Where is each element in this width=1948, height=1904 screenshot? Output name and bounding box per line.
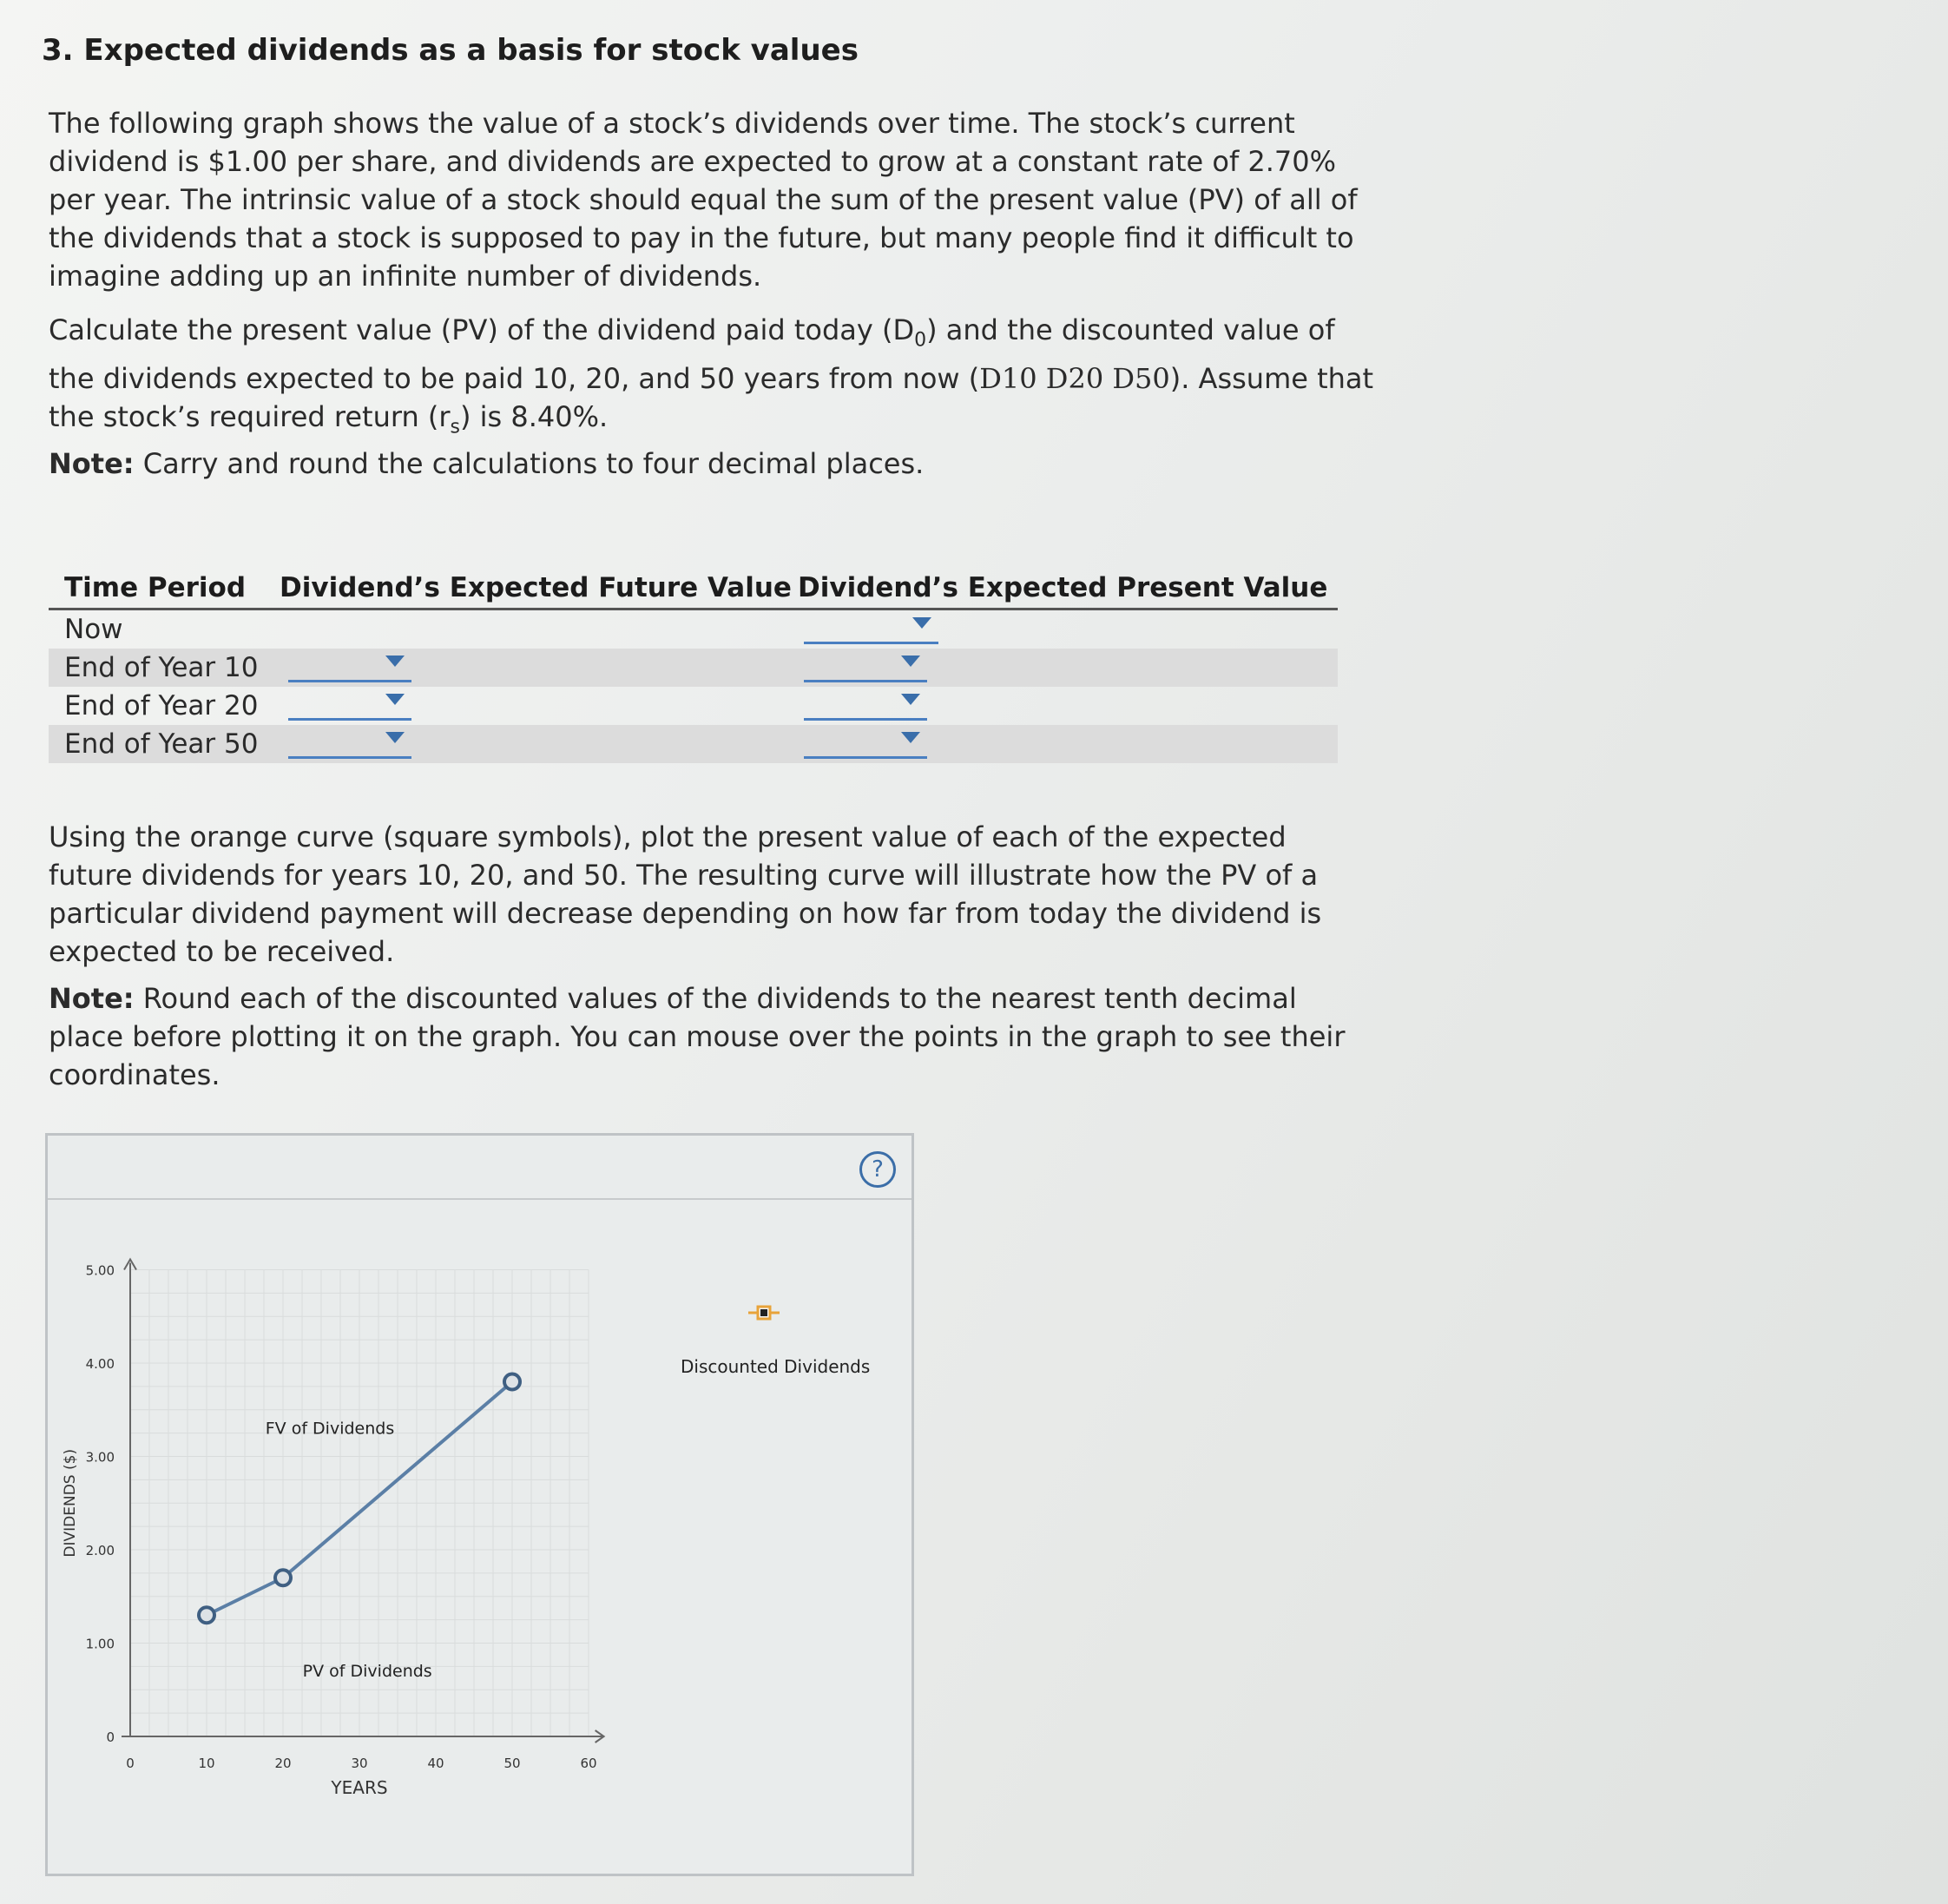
dividend-table [49,569,1338,763]
y-tick-label: 5.00 [85,1262,115,1279]
pv-year10-dropdown[interactable] [804,649,927,682]
row-label-year-10: End of Year 10 [64,652,259,683]
dividend-chart [45,1133,909,1871]
table-header [49,569,1338,610]
legend-label: Discounted Dividends [681,1356,871,1377]
x-tick-label: 60 [580,1756,597,1771]
header-future-value: Dividend’s Expected Future Value [280,572,792,603]
x-tick-label: 10 [198,1756,215,1771]
fv-data-point[interactable] [504,1374,520,1390]
header-time-period: Time Period [64,572,247,603]
note-label: Note: [49,447,135,480]
intro-paragraph: The following graph shows the value of a stock’s dividends over time. The stock’s current dividend is $1.00 per share, and dividends are expected to grow at a constant rate of 2.70% per year. The intrinsic value of a stock should equal the sum of the present value (PV) of all of the dividends that a stock is supposed to pay in the future, but many people find it difficult to imagine adding up an infinite number of dividends. [49,107,1358,293]
table-row [49,649,1338,687]
calc-sub-0: 0 [914,329,927,352]
chevron-down-icon [385,656,405,667]
fv-curve-label: FV of Dividends [265,1419,395,1439]
header-present-value: Dividend’s Expected Present Value [798,572,1328,603]
note-plotting [49,979,1351,1094]
chevron-down-icon [385,694,405,705]
question-title: 3. Expected dividends as a basis for stock values [42,33,859,68]
pv-year20-dropdown[interactable] [804,687,927,721]
table-row [49,610,1338,649]
y-tick-label: 0 [106,1729,115,1745]
x-tick-label: 20 [274,1756,292,1771]
pv-now-dropdown[interactable] [804,610,938,644]
y-tick-label: 4.00 [85,1356,115,1372]
note-rounding [49,445,1385,483]
table-row [49,725,1338,763]
chevron-down-icon [385,732,405,743]
y-tick-label: 2.00 [85,1543,115,1558]
discounted-dividends-tool[interactable] [747,1302,781,1323]
calc-text-d: ) is 8.40%. [460,400,609,434]
chevron-down-icon [901,694,920,705]
chevron-down-icon [901,732,920,743]
y-tick-label: 1.00 [85,1636,115,1652]
row-label-year-20: End of Year 20 [64,690,259,721]
calc-text-c: ). Assume that the stock’s required return (r [49,362,1374,434]
calc-text-a: Calculate the present value (PV) of the dividend paid today (D [49,313,915,346]
fv-year20-dropdown[interactable] [288,687,411,721]
calc-sub-s: s [450,416,460,438]
fv-year10-dropdown[interactable] [288,649,411,682]
y-tick-label: 3.00 [85,1449,115,1466]
table-row [49,687,1338,725]
chevron-down-icon [912,617,931,629]
x-tick-label: 50 [503,1756,521,1771]
x-tick-label: 30 [351,1756,368,1771]
x-tick-label: 0 [126,1756,135,1771]
pv-curve-label: PV of Dividends [302,1661,432,1681]
chevron-down-icon [901,656,920,667]
note-label: Note: [49,982,135,1015]
y-axis-label: DIVIDENDS ($) [62,1448,79,1558]
note-text: Carry and round the calculations to four decimal places. [134,447,925,480]
fv-data-point[interactable] [275,1570,291,1585]
help-icon[interactable]: ? [859,1151,896,1188]
calc-text-b: ) and the discounted value of the dividends expected to be paid 10, 20, and 50 years from now ( [49,313,1335,396]
plot-instructions: Using the orange curve (square symbols), plot the present value of each of the expected future dividends for years 10, 20, and 50. The resulting curve will illustrate how the PV of a particular dividend payment will decrease depending on how far from today the dividend is expected to be received. [49,820,1322,968]
x-tick-label: 40 [427,1756,444,1771]
row-label-now: Now [64,614,123,645]
x-axis-label: YEARS [331,1777,388,1798]
calc-dividend-symbols: D10 D20 D50 [979,362,1170,396]
pv-year50-dropdown[interactable] [804,725,927,759]
fv-data-point[interactable] [199,1607,214,1623]
row-label-year-50: End of Year 50 [64,728,259,760]
note-text: Round each of the discounted values of the dividends to the nearest tenth decimal place before plotting it on the graph. You can mouse over the points in the graph to see their coordinates. [49,982,1346,1091]
fv-year50-dropdown[interactable] [288,725,411,759]
calculation-paragraph [49,311,1385,447]
